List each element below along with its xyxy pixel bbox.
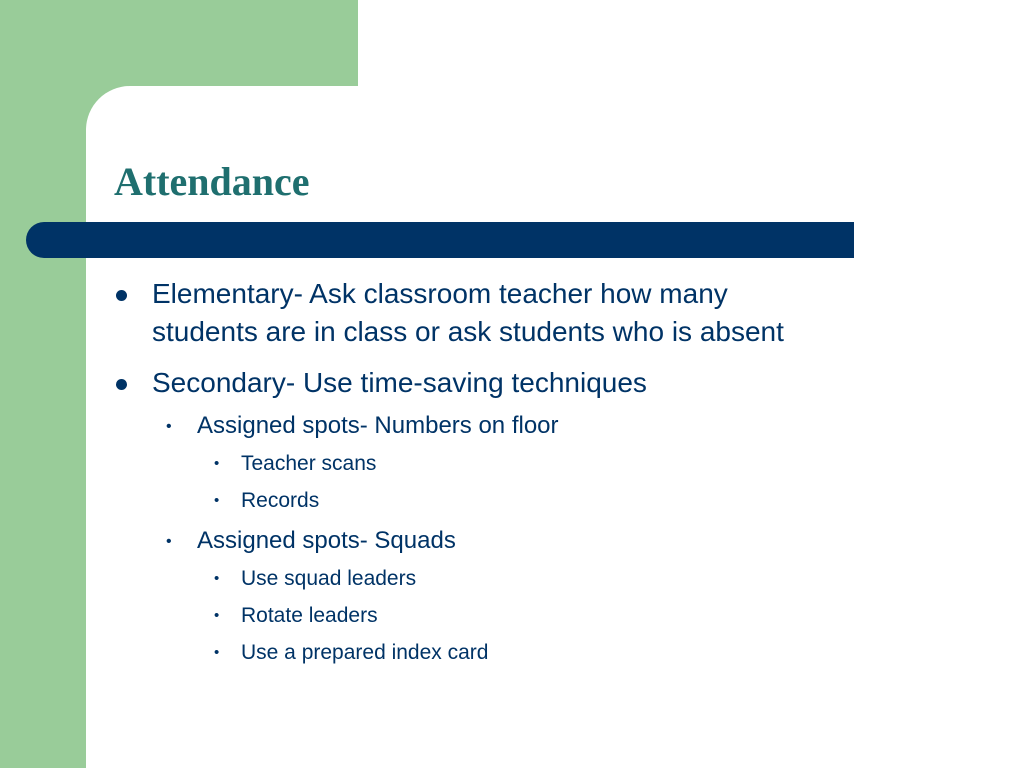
bullet-dot (116, 379, 127, 390)
subsubbullet-teacher-scans: Teacher scans (241, 452, 377, 475)
bullet-dot: • (214, 644, 220, 661)
bullet-dot: • (166, 533, 172, 550)
bullet-dot (116, 290, 127, 301)
subsubbullet-records: Records (241, 489, 320, 512)
subsubbullet-rotate-leaders: Rotate leaders (241, 604, 378, 627)
subsubbullet-squad-leaders: Use squad leaders (241, 567, 417, 590)
subbullet-squads: Assigned spots- Squads (197, 527, 456, 554)
bullet-secondary: Secondary- Use time-saving techniques (152, 367, 647, 398)
subbullet-numbers-on-floor: Assigned spots- Numbers on floor (197, 412, 559, 439)
bullet-elementary-line2: students are in class or ask students who is absent (152, 316, 784, 347)
subsubbullet-index-card: Use a prepared index card (241, 641, 489, 664)
bullet-dot: • (214, 492, 220, 509)
bullet-dot: • (166, 418, 172, 435)
bullet-elementary-line1: Elementary- Ask classroom teacher how many (152, 278, 728, 309)
bullet-dot: • (214, 455, 220, 472)
slide-title: Attendance (114, 159, 310, 204)
bullet-dot: • (214, 570, 220, 587)
bullet-dot: • (214, 607, 220, 624)
